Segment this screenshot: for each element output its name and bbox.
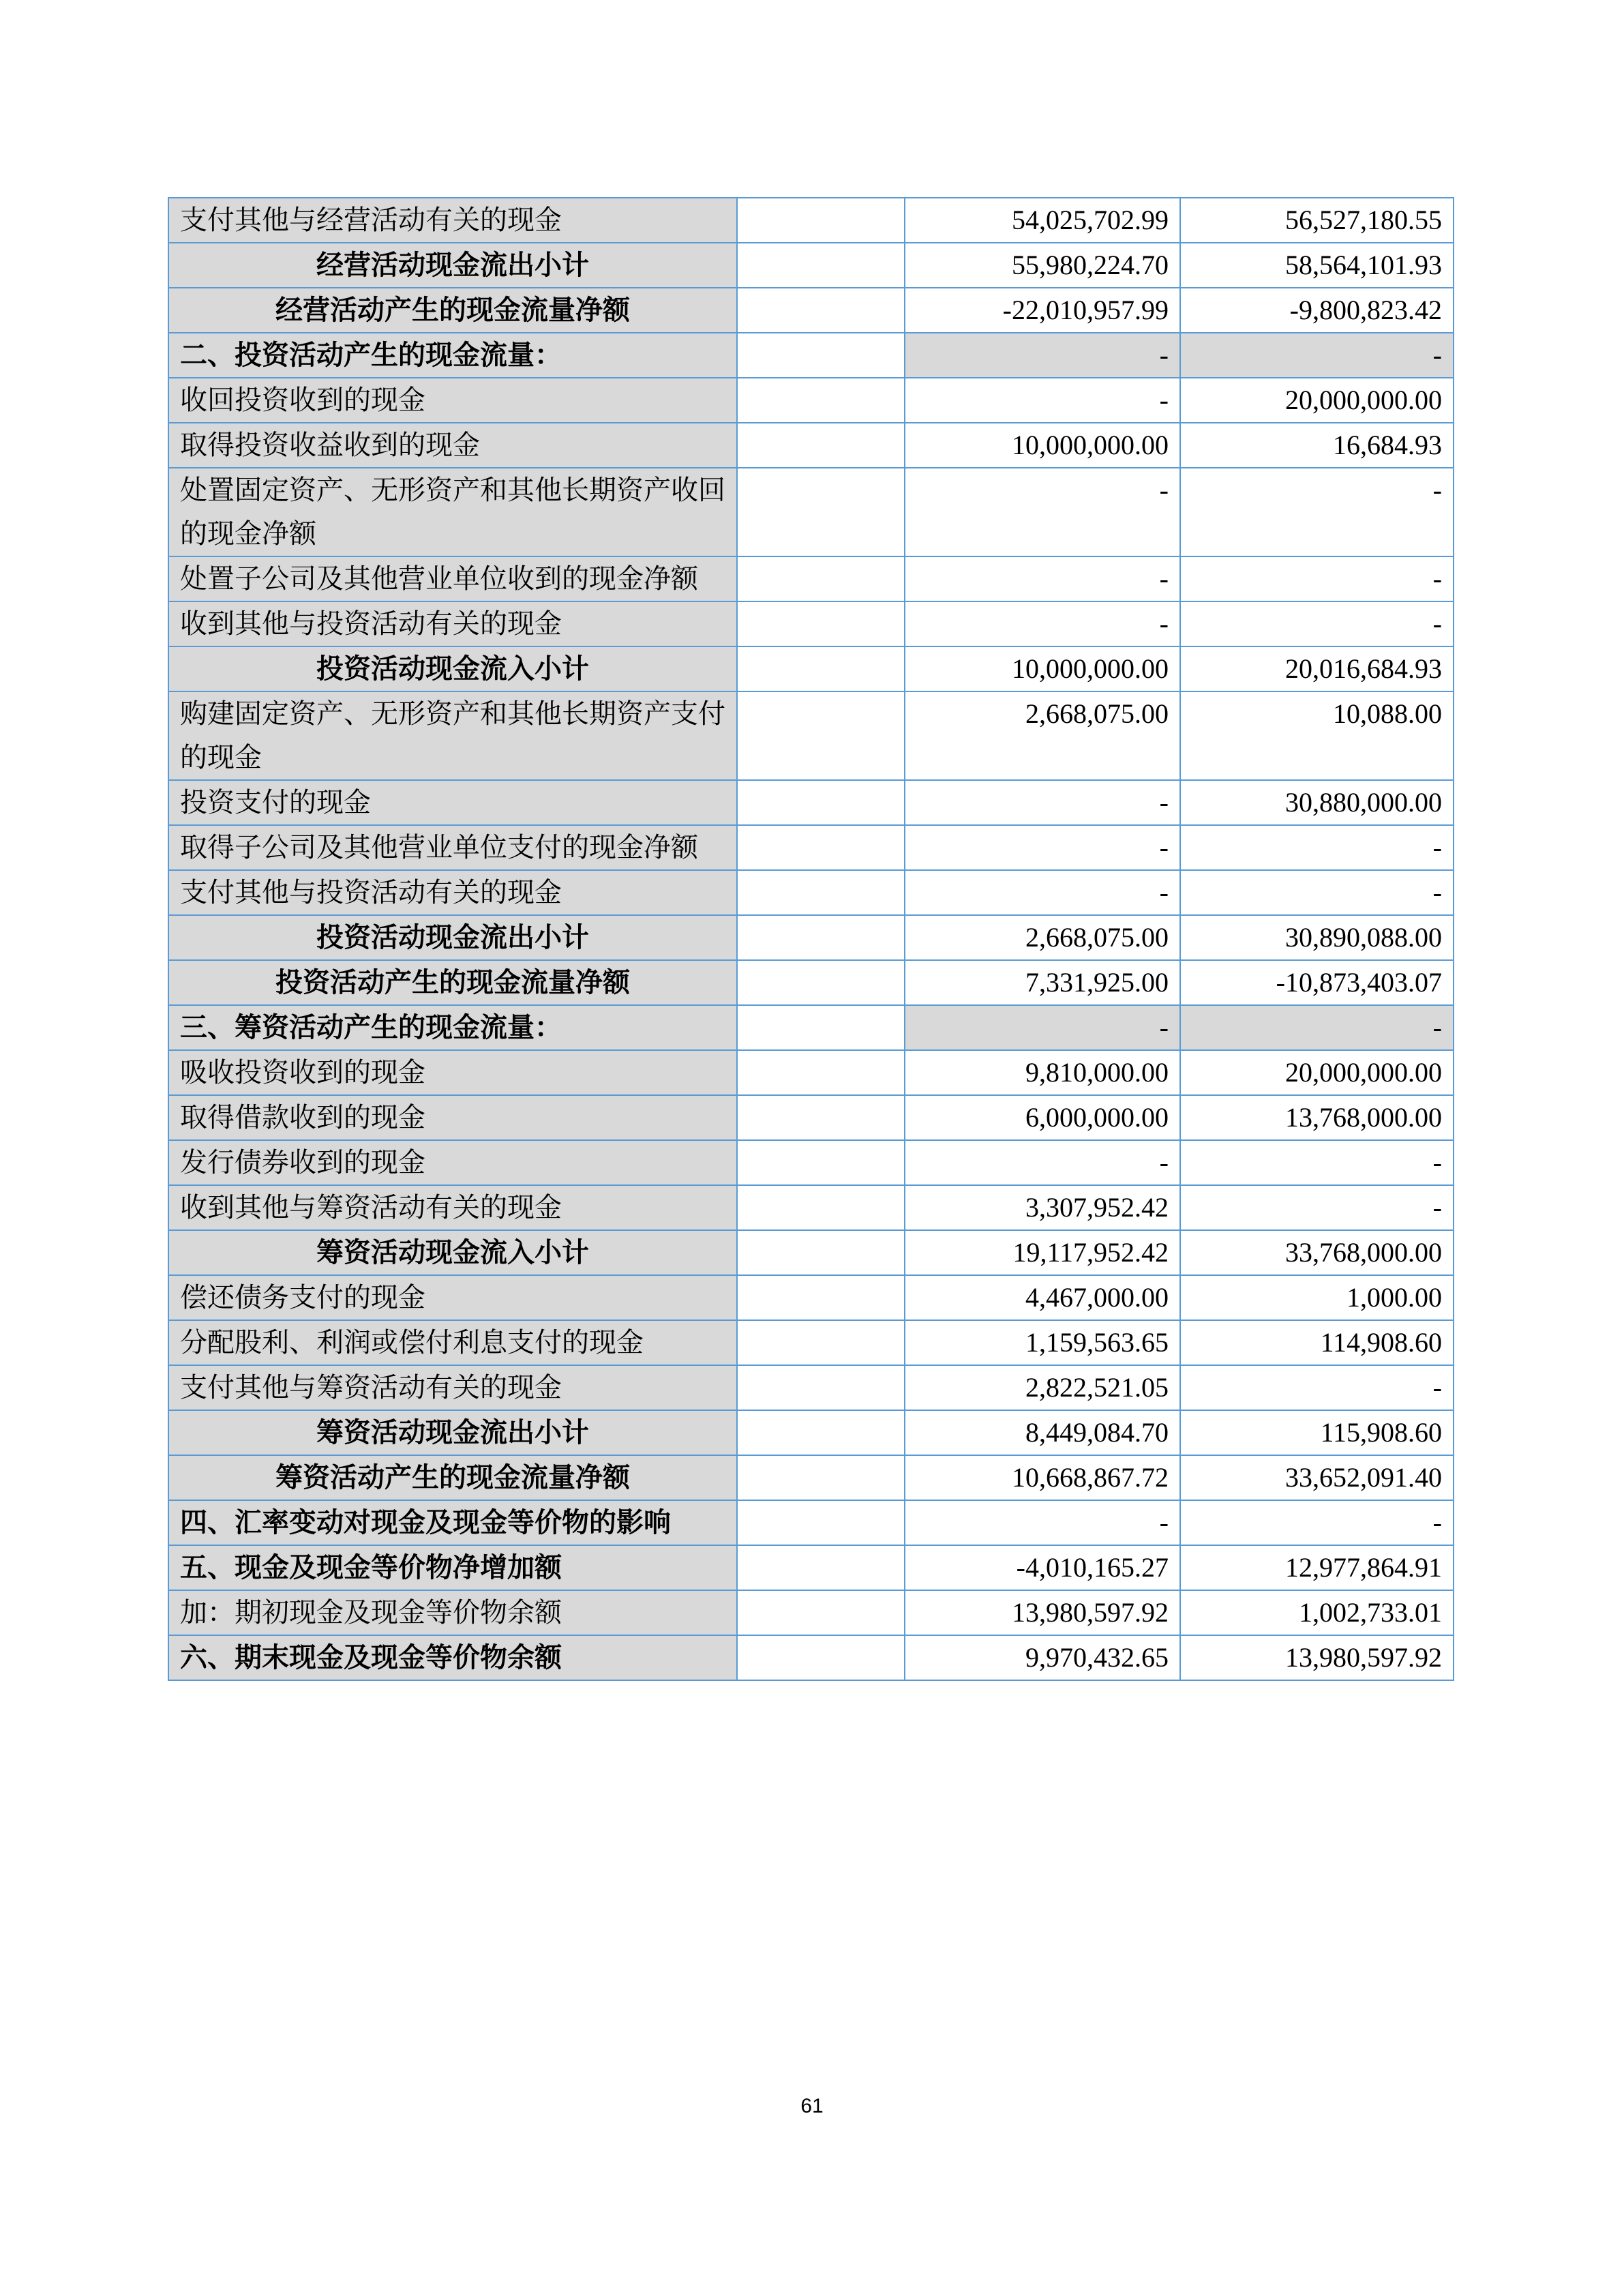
row-note bbox=[737, 1005, 905, 1050]
row-note bbox=[737, 333, 905, 378]
table-row bbox=[168, 243, 1454, 288]
row-current-amount: 9,810,000.00 bbox=[905, 1050, 1180, 1095]
row-note bbox=[737, 601, 905, 646]
row-current-amount: 13,980,597.92 bbox=[905, 1590, 1180, 1635]
table-row bbox=[168, 333, 1454, 378]
row-prior-amount: -10,873,403.07 bbox=[1180, 960, 1454, 1005]
row-note bbox=[737, 960, 905, 1005]
table-row bbox=[168, 646, 1454, 691]
table-row bbox=[168, 1635, 1454, 1680]
row-current-amount: - bbox=[905, 1500, 1180, 1545]
row-prior-amount: 10,088.00 bbox=[1180, 691, 1454, 780]
row-note bbox=[737, 1455, 905, 1500]
row-label: 收到其他与筹资活动有关的现金 bbox=[168, 1185, 737, 1230]
row-prior-amount: 58,564,101.93 bbox=[1180, 243, 1454, 288]
row-prior-amount: 30,890,088.00 bbox=[1180, 915, 1454, 960]
row-label: 支付其他与经营活动有关的现金 bbox=[168, 198, 737, 243]
table-row bbox=[168, 960, 1454, 1005]
row-current-amount: - bbox=[905, 870, 1180, 915]
row-prior-amount: - bbox=[1180, 333, 1454, 378]
row-note bbox=[737, 1500, 905, 1545]
row-note bbox=[737, 915, 905, 960]
row-current-amount: - bbox=[905, 1005, 1180, 1050]
row-label: 支付其他与投资活动有关的现金 bbox=[168, 870, 737, 915]
row-note bbox=[737, 423, 905, 468]
table-row bbox=[168, 1185, 1454, 1230]
row-current-amount: 8,449,084.70 bbox=[905, 1410, 1180, 1455]
row-note bbox=[737, 288, 905, 333]
row-label: 投资活动现金流出小计 bbox=[168, 915, 737, 960]
row-label: 取得子公司及其他营业单位支付的现金净额 bbox=[168, 825, 737, 870]
row-prior-amount: 20,000,000.00 bbox=[1180, 378, 1454, 423]
table-row bbox=[168, 423, 1454, 468]
table-row bbox=[168, 1095, 1454, 1140]
row-current-amount: 55,980,224.70 bbox=[905, 243, 1180, 288]
row-label: 取得借款收到的现金 bbox=[168, 1095, 737, 1140]
row-label: 筹资活动现金流入小计 bbox=[168, 1230, 737, 1275]
table-row bbox=[168, 1545, 1454, 1590]
row-note bbox=[737, 243, 905, 288]
table-row bbox=[168, 915, 1454, 960]
row-current-amount: - bbox=[905, 468, 1180, 556]
row-note bbox=[737, 646, 905, 691]
row-note bbox=[737, 1185, 905, 1230]
row-label: 发行债券收到的现金 bbox=[168, 1140, 737, 1185]
table-row bbox=[168, 378, 1454, 423]
table-row bbox=[168, 780, 1454, 825]
table-row bbox=[168, 1005, 1454, 1050]
row-current-amount: 54,025,702.99 bbox=[905, 198, 1180, 243]
row-prior-amount: 20,000,000.00 bbox=[1180, 1050, 1454, 1095]
row-note bbox=[737, 1365, 905, 1410]
row-label: 三、筹资活动产生的现金流量： bbox=[168, 1005, 737, 1050]
row-note bbox=[737, 1590, 905, 1635]
row-prior-amount: 33,652,091.40 bbox=[1180, 1455, 1454, 1500]
row-note bbox=[737, 1275, 905, 1320]
row-label: 经营活动现金流出小计 bbox=[168, 243, 737, 288]
cash-flow-statement-table bbox=[168, 197, 1454, 1681]
row-label: 筹资活动现金流出小计 bbox=[168, 1410, 737, 1455]
table-row bbox=[168, 601, 1454, 646]
row-note bbox=[737, 1320, 905, 1365]
table-row bbox=[168, 556, 1454, 601]
table-row bbox=[168, 1320, 1454, 1365]
row-note bbox=[737, 870, 905, 915]
row-label: 四、汇率变动对现金及现金等价物的影响 bbox=[168, 1500, 737, 1545]
row-current-amount: 2,822,521.05 bbox=[905, 1365, 1180, 1410]
row-label: 加：期初现金及现金等价物余额 bbox=[168, 1590, 737, 1635]
row-prior-amount: - bbox=[1180, 601, 1454, 646]
table-row bbox=[168, 870, 1454, 915]
row-label: 支付其他与筹资活动有关的现金 bbox=[168, 1365, 737, 1410]
table-row bbox=[168, 1050, 1454, 1095]
row-note bbox=[737, 1635, 905, 1680]
row-current-amount: - bbox=[905, 1140, 1180, 1185]
row-current-amount: 3,307,952.42 bbox=[905, 1185, 1180, 1230]
row-current-amount: - bbox=[905, 333, 1180, 378]
row-current-amount: - bbox=[905, 780, 1180, 825]
row-note bbox=[737, 1050, 905, 1095]
row-label: 投资活动现金流入小计 bbox=[168, 646, 737, 691]
row-prior-amount: - bbox=[1180, 468, 1454, 556]
table-row bbox=[168, 1410, 1454, 1455]
row-prior-amount: 13,980,597.92 bbox=[1180, 1635, 1454, 1680]
row-note bbox=[737, 825, 905, 870]
row-label: 吸收投资收到的现金 bbox=[168, 1050, 737, 1095]
row-label: 五、现金及现金等价物净增加额 bbox=[168, 1545, 737, 1590]
row-current-amount: 1,159,563.65 bbox=[905, 1320, 1180, 1365]
row-prior-amount: - bbox=[1180, 1365, 1454, 1410]
row-prior-amount: -9,800,823.42 bbox=[1180, 288, 1454, 333]
row-note bbox=[737, 378, 905, 423]
row-current-amount: -4,010,165.27 bbox=[905, 1545, 1180, 1590]
row-prior-amount: - bbox=[1180, 870, 1454, 915]
row-current-amount: 9,970,432.65 bbox=[905, 1635, 1180, 1680]
row-label: 处置子公司及其他营业单位收到的现金净额 bbox=[168, 556, 737, 601]
table-row bbox=[168, 825, 1454, 870]
table-row bbox=[168, 1590, 1454, 1635]
row-prior-amount: 56,527,180.55 bbox=[1180, 198, 1454, 243]
row-current-amount: - bbox=[905, 378, 1180, 423]
row-note bbox=[737, 468, 905, 556]
table-row bbox=[168, 1140, 1454, 1185]
row-label: 取得投资收益收到的现金 bbox=[168, 423, 737, 468]
row-label: 投资支付的现金 bbox=[168, 780, 737, 825]
row-note bbox=[737, 1230, 905, 1275]
row-label: 分配股利、利润或偿付利息支付的现金 bbox=[168, 1320, 737, 1365]
table-row bbox=[168, 1365, 1454, 1410]
row-current-amount: 6,000,000.00 bbox=[905, 1095, 1180, 1140]
row-prior-amount: - bbox=[1180, 556, 1454, 601]
row-label: 购建固定资产、无形资产和其他长期资产支付的现金 bbox=[168, 691, 737, 780]
row-current-amount: 2,668,075.00 bbox=[905, 691, 1180, 780]
row-label: 二、投资活动产生的现金流量： bbox=[168, 333, 737, 378]
row-prior-amount: - bbox=[1180, 1005, 1454, 1050]
row-current-amount: - bbox=[905, 825, 1180, 870]
row-prior-amount: - bbox=[1180, 1500, 1454, 1545]
cash-flow-statement-body bbox=[168, 198, 1454, 1680]
table-row bbox=[168, 1455, 1454, 1500]
row-note bbox=[737, 780, 905, 825]
row-label: 六、期末现金及现金等价物余额 bbox=[168, 1635, 737, 1680]
row-current-amount: 10,000,000.00 bbox=[905, 423, 1180, 468]
row-note bbox=[737, 1545, 905, 1590]
table-row bbox=[168, 468, 1454, 556]
row-prior-amount: 30,880,000.00 bbox=[1180, 780, 1454, 825]
row-note bbox=[737, 198, 905, 243]
row-prior-amount: 16,684.93 bbox=[1180, 423, 1454, 468]
row-label: 投资活动产生的现金流量净额 bbox=[168, 960, 737, 1005]
row-current-amount: -22,010,957.99 bbox=[905, 288, 1180, 333]
row-note bbox=[737, 1140, 905, 1185]
row-label: 收到其他与投资活动有关的现金 bbox=[168, 601, 737, 646]
row-current-amount: 2,668,075.00 bbox=[905, 915, 1180, 960]
row-note bbox=[737, 691, 905, 780]
row-current-amount: 10,668,867.72 bbox=[905, 1455, 1180, 1500]
row-prior-amount: 20,016,684.93 bbox=[1180, 646, 1454, 691]
table-row bbox=[168, 1230, 1454, 1275]
table-row bbox=[168, 691, 1454, 780]
row-label: 处置固定资产、无形资产和其他长期资产收回的现金净额 bbox=[168, 468, 737, 556]
table-row bbox=[168, 198, 1454, 243]
row-prior-amount: 114,908.60 bbox=[1180, 1320, 1454, 1365]
row-current-amount: - bbox=[905, 601, 1180, 646]
table-row bbox=[168, 288, 1454, 333]
row-note bbox=[737, 556, 905, 601]
row-prior-amount: - bbox=[1180, 1185, 1454, 1230]
table-row bbox=[168, 1500, 1454, 1545]
row-prior-amount: 33,768,000.00 bbox=[1180, 1230, 1454, 1275]
row-note bbox=[737, 1095, 905, 1140]
row-note bbox=[737, 1410, 905, 1455]
row-prior-amount: - bbox=[1180, 825, 1454, 870]
row-current-amount: - bbox=[905, 556, 1180, 601]
row-prior-amount: 1,000.00 bbox=[1180, 1275, 1454, 1320]
row-prior-amount: 13,768,000.00 bbox=[1180, 1095, 1454, 1140]
row-prior-amount: - bbox=[1180, 1140, 1454, 1185]
row-label: 筹资活动产生的现金流量净额 bbox=[168, 1455, 737, 1500]
row-prior-amount: 1,002,733.01 bbox=[1180, 1590, 1454, 1635]
row-label: 收回投资收到的现金 bbox=[168, 378, 737, 423]
table-row bbox=[168, 1275, 1454, 1320]
row-prior-amount: 115,908.60 bbox=[1180, 1410, 1454, 1455]
page-number: 61 bbox=[800, 2095, 824, 2117]
row-current-amount: 4,467,000.00 bbox=[905, 1275, 1180, 1320]
row-current-amount: 10,000,000.00 bbox=[905, 646, 1180, 691]
row-current-amount: 7,331,925.00 bbox=[905, 960, 1180, 1005]
row-label: 偿还债务支付的现金 bbox=[168, 1275, 737, 1320]
row-label: 经营活动产生的现金流量净额 bbox=[168, 288, 737, 333]
row-current-amount: 19,117,952.42 bbox=[905, 1230, 1180, 1275]
row-prior-amount: 12,977,864.91 bbox=[1180, 1545, 1454, 1590]
